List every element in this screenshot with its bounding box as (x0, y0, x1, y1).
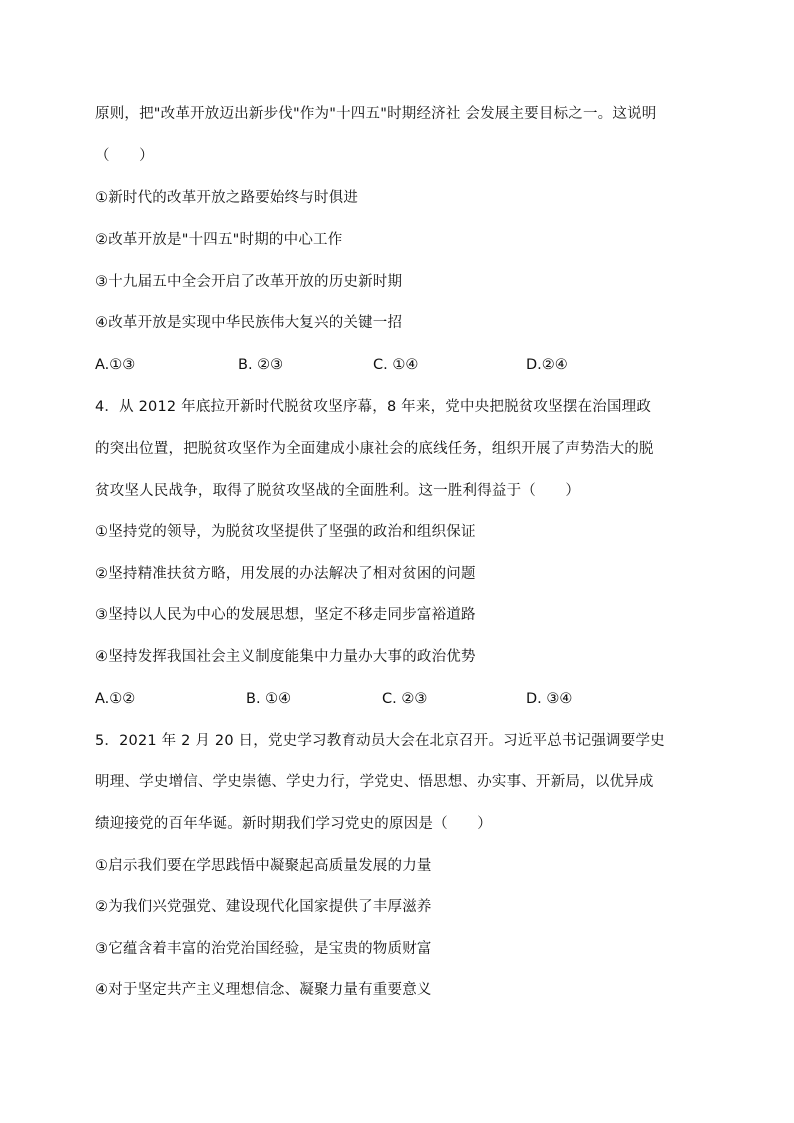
q3-option-d[interactable]: D.②④ (526, 357, 568, 373)
q4-item-2: ②坚持精准扶贫方略，用发展的办法解决了相对贫困的问题 (95, 566, 476, 582)
q4-option-d[interactable]: D. ③④ (526, 691, 573, 707)
q5-stem-line-3: 绩迎接党的百年华诞。新时期我们学习党史的原因是（ ） (95, 816, 492, 832)
q5-item-1: ①启示我们要在学思践悟中凝聚起高质量发展的力量 (95, 858, 432, 874)
q4-item-1: ①坚持党的领导，为脱贫攻坚提供了坚强的政治和组织保证 (95, 524, 476, 540)
q4-item-3: ③坚持以人民为中心的发展思想，坚定不移走同步富裕道路 (95, 607, 476, 623)
q5-item-4: ④对于坚定共产主义理想信念、凝聚力量有重要意义 (95, 982, 432, 998)
q3-option-c[interactable]: C. ①④ (373, 357, 419, 373)
q4-option-c[interactable]: C. ②③ (382, 691, 428, 707)
q4-option-b[interactable]: B. ①④ (246, 691, 292, 707)
q3-item-1: ①新时代的改革开放之路要始终与时俱进 (95, 190, 359, 206)
q3-item-4: ④改革开放是实现中华民族伟大复兴的关键一招 (95, 315, 403, 331)
q3-option-a[interactable]: A.①③ (95, 357, 136, 373)
q4-item-4: ④坚持发挥我国社会主义制度能集中力量办大事的政治优势 (95, 649, 476, 665)
q5-item-3: ③它蕴含着丰富的治党治国经验，是宝贵的物质财富 (95, 941, 432, 957)
q3-item-2: ②改革开放是"十四五"时期的中心工作 (95, 232, 343, 248)
q5-stem-line-2: 明理、学史增信、学史崇德、学史力行，学党史、悟思想、办实事、开新局，以优异成 (95, 774, 654, 790)
q4-stem-line-2: 的突出位置，把脱贫攻坚作为全面建成小康社会的底线任务，组织开展了声势浩大的脱 (95, 441, 654, 457)
q3-stem-line-1: 原则，把"改革开放迈出新步伐"作为"十四五"时期经济社 会发展主要目标之一。这说明 (95, 106, 657, 122)
q4-option-a[interactable]: A.①② (95, 691, 136, 707)
q3-answer-blank: （ ） (95, 148, 154, 164)
q3-item-3: ③十九届五中全会开启了改革开放的历史新时期 (95, 274, 403, 290)
q5-item-2: ②为我们兴党强党、建设现代化国家提供了丰厚滋养 (95, 899, 432, 915)
q4-stem-line-3: 贫攻坚人民战争，取得了脱贫攻坚战的全面胜利。这一胜利得益于（ ） (95, 483, 581, 499)
q5-stem-line-1: 5．2021 年 2 月 20 日，党史学习教育动员大会在北京召开。习近平总书记强调要学史 (95, 733, 665, 749)
q3-option-b[interactable]: B. ②③ (238, 357, 284, 373)
q4-stem-line-1: 4．从 2012 年底拉开新时代脱贫攻坚序幕，8 年来，党中央把脱贫攻坚摆在治国理政 (95, 399, 652, 415)
